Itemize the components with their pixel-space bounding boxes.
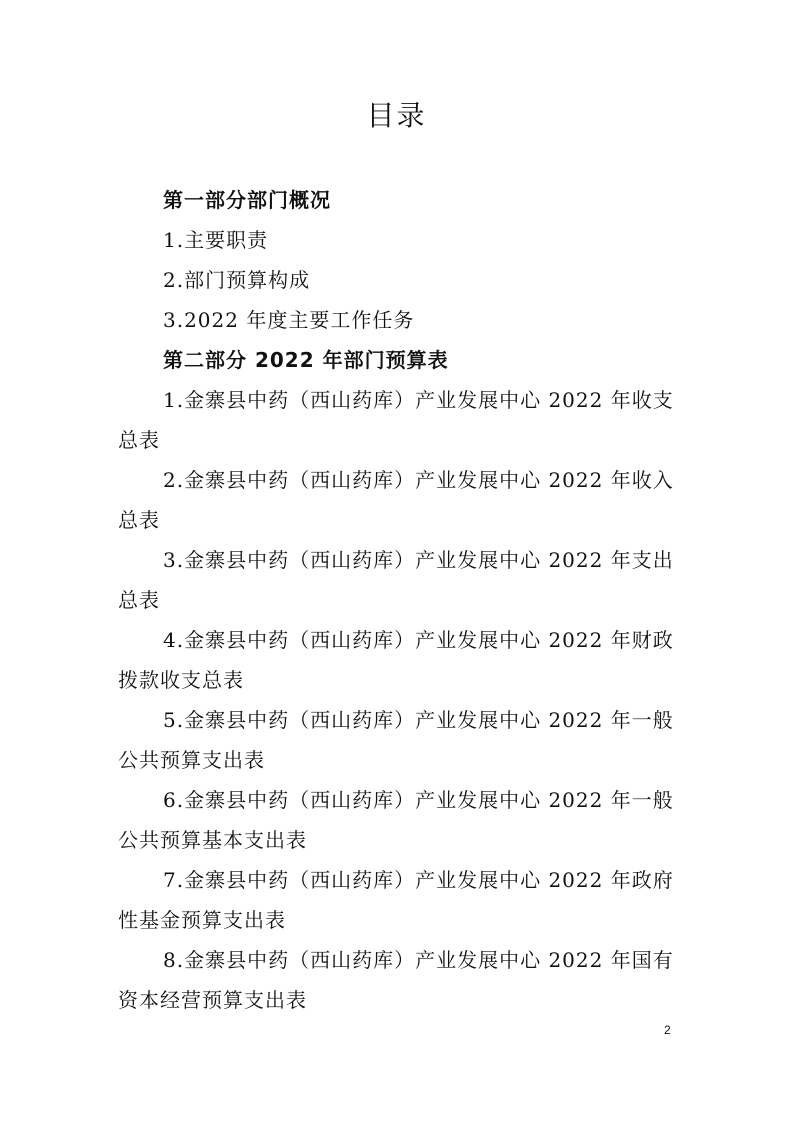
toc-item-2-8-cont: 资本经营预算支出表 <box>118 988 307 1012</box>
part1-heading: 第一部分部门概况 <box>163 188 331 212</box>
toc-item-1-1: 1.主要职责 <box>163 228 269 252</box>
toc-item-2-3-cont: 总表 <box>118 588 160 612</box>
toc-item-2-7: 7.金寨县中药（西山药库）产业发展中心 2022 年政府 <box>163 868 674 892</box>
toc-item-2-1-cont: 总表 <box>118 428 160 452</box>
toc-item-2-5-cont: 公共预算支出表 <box>118 748 265 772</box>
toc-item-2-2: 2.金寨县中药（西山药库）产业发展中心 2022 年收入 <box>163 468 674 492</box>
part2-heading: 第二部分 2022 年部门预算表 <box>163 348 449 372</box>
toc-item-2-4-cont: 拨款收支总表 <box>118 668 244 692</box>
toc-item-2-3: 3.金寨县中药（西山药库）产业发展中心 2022 年支出 <box>163 548 674 572</box>
toc-item-1-2: 2.部门预算构成 <box>163 268 311 292</box>
toc-item-1-3: 3.2022 年度主要工作任务 <box>163 308 415 332</box>
toc-item-2-1: 1.金寨县中药（西山药库）产业发展中心 2022 年收支 <box>163 388 674 412</box>
page-number: 2 <box>664 1023 671 1037</box>
toc-item-2-2-cont: 总表 <box>118 508 160 532</box>
page-title: 目录 <box>366 99 427 132</box>
toc-item-2-8: 8.金寨县中药（西山药库）产业发展中心 2022 年国有 <box>163 948 674 972</box>
toc-item-2-4: 4.金寨县中药（西山药库）产业发展中心 2022 年财政 <box>163 628 674 652</box>
toc-item-2-6: 6.金寨县中药（西山药库）产业发展中心 2022 年一般 <box>163 788 674 812</box>
toc-item-2-7-cont: 性基金预算支出表 <box>118 908 286 932</box>
table-of-contents <box>118 180 678 1020</box>
toc-item-2-5: 5.金寨县中药（西山药库）产业发展中心 2022 年一般 <box>163 708 674 732</box>
toc-item-2-6-cont: 公共预算基本支出表 <box>118 828 307 852</box>
